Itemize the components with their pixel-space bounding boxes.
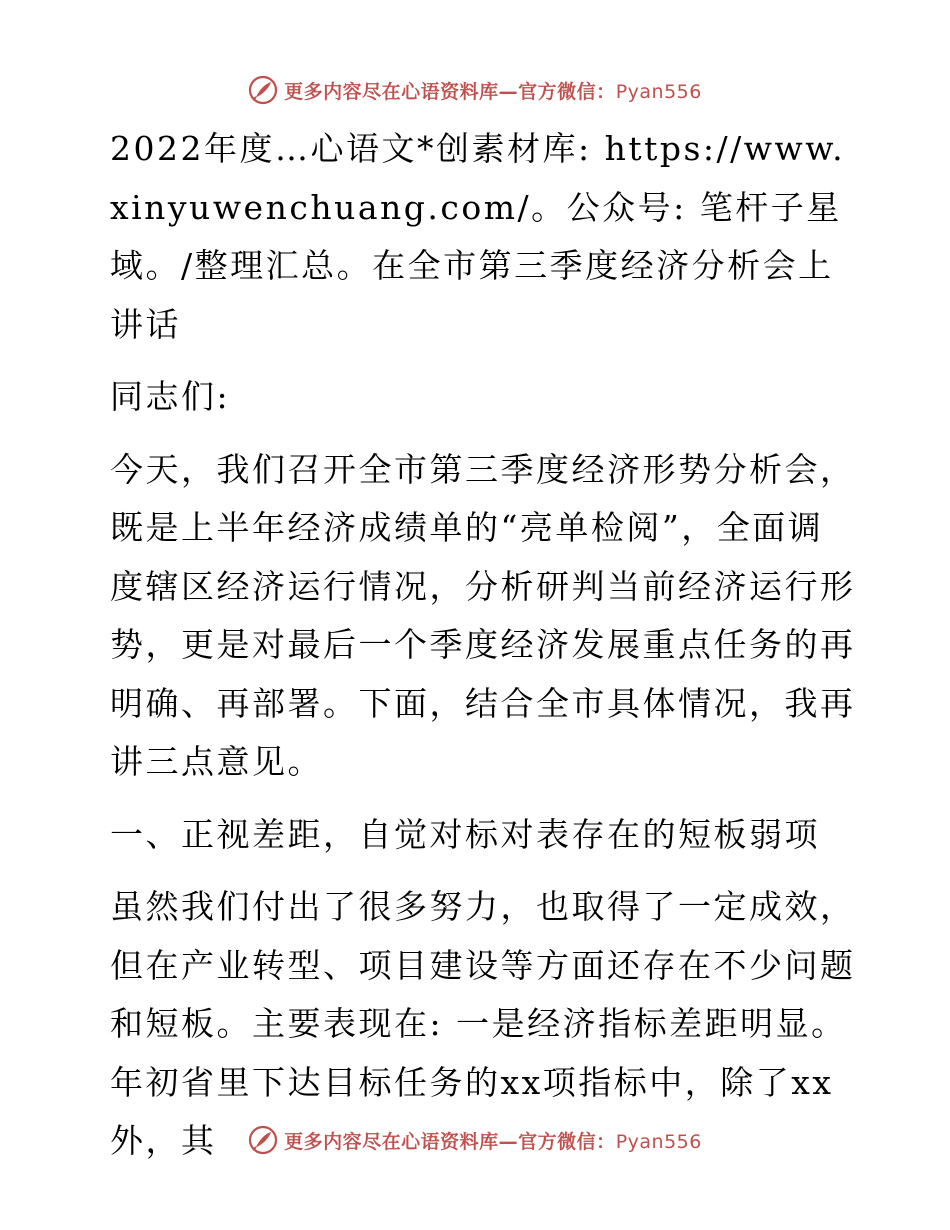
banner-official-text: 官方微信： (518, 1130, 616, 1153)
section-heading-1: 一、正视差距，自觉对标对表存在的短板弱项 (110, 814, 820, 854)
feather-pen-icon (248, 75, 278, 105)
feather-pen-icon (248, 1125, 278, 1155)
greeting: 同志们: (110, 377, 231, 416)
banner-handle: Pyan556 (615, 80, 702, 103)
paragraph-intro: 今天，我们召开全市第三季度经济形势分析会，既是上半年经济成绩单的“亮单检阅”，全面调度辖区经济运行情况，分析研判当前经济运行形势，更是对最后一个季度经济发展重点任务的再明确、再部署。下面，结合全市具体情况，我再讲三点意见。 (110, 449, 856, 781)
banner-dash: — (498, 80, 519, 103)
banner-dash: — (498, 1130, 519, 1153)
banner-handle: Pyan556 (615, 1130, 702, 1153)
banner-main-text: 更多内容尽在心语资料库 (284, 1130, 499, 1153)
header-watermark-banner (0, 70, 950, 110)
paragraph-section-1: 虽然我们付出了很多努力，也取得了一定成效，但在产业转型、项目建设等方面还存在不少问题和短板。主要表现在: 一是经济指标差距明显。年初省里下达目标任务的xx项指标中，除了xx外，其 (110, 887, 856, 1160)
document-title: 2022年度…心语文*创素材库: https://www.xinyuwenchuang.com/。公众号: 笔杆子星域。/整理汇总。在全市第三季度经济分析会上讲话 (110, 129, 846, 344)
banner-official-text: 官方微信： (518, 80, 616, 103)
banner-main-text: 更多内容尽在心语资料库 (284, 80, 499, 103)
footer-watermark-banner (0, 1120, 950, 1160)
document-body (98, 120, 858, 1185)
